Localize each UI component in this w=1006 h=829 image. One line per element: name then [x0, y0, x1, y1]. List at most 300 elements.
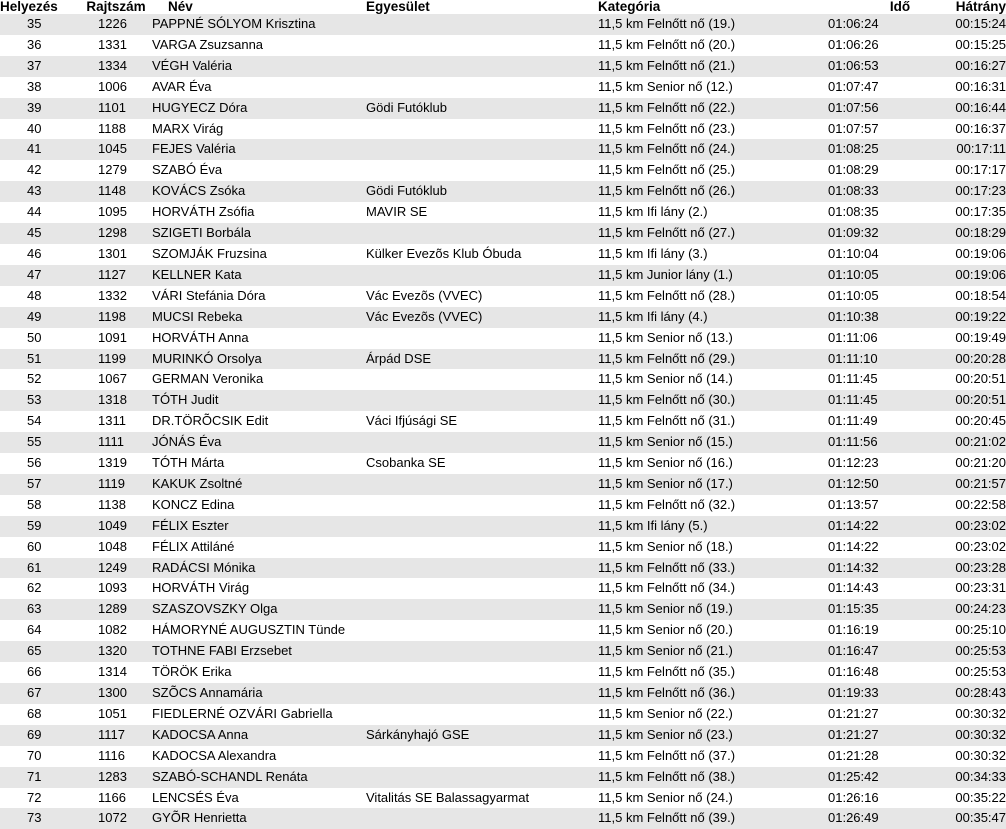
cell-ido: 01:26:49 — [826, 808, 944, 829]
cell-nev: KADOCSA Alexandra — [152, 746, 366, 767]
cell-egyesulet — [366, 537, 598, 558]
cell-kategoria: 11,5 km Felnőtt nő (27.) — [598, 223, 826, 244]
cell-helyezes: 67 — [0, 683, 80, 704]
table-row — [0, 537, 1006, 558]
cell-rajtszam: 1006 — [80, 77, 152, 98]
cell-hatrany: 00:23:02 — [944, 537, 1006, 558]
cell-ido: 01:15:35 — [826, 599, 944, 620]
cell-nev: RADÁCSI Mónika — [152, 558, 366, 579]
cell-rajtszam: 1117 — [80, 725, 152, 746]
cell-ido: 01:10:38 — [826, 307, 944, 328]
cell-kategoria: 11,5 km Senior nő (17.) — [598, 474, 826, 495]
cell-helyezes: 58 — [0, 495, 80, 516]
cell-ido: 01:08:25 — [826, 139, 944, 160]
cell-ido: 01:14:43 — [826, 578, 944, 599]
cell-egyesulet — [366, 620, 598, 641]
cell-hatrany: 00:21:57 — [944, 474, 1006, 495]
cell-hatrany: 00:16:37 — [944, 119, 1006, 140]
cell-rajtszam: 1048 — [80, 537, 152, 558]
cell-hatrany: 00:20:51 — [944, 369, 1006, 390]
cell-rajtszam: 1331 — [80, 35, 152, 56]
cell-ido: 01:11:49 — [826, 411, 944, 432]
cell-hatrany: 00:22:58 — [944, 495, 1006, 516]
table-row — [0, 495, 1006, 516]
cell-kategoria: 11,5 km Felnőtt nő (36.) — [598, 683, 826, 704]
col-header-nev: Név — [168, 0, 193, 14]
cell-helyezes: 45 — [0, 223, 80, 244]
cell-helyezes: 41 — [0, 139, 80, 160]
cell-kategoria: 11,5 km Felnőtt nő (28.) — [598, 286, 826, 307]
cell-helyezes: 48 — [0, 286, 80, 307]
table-row — [0, 516, 1006, 537]
cell-egyesulet — [366, 390, 598, 411]
cell-egyesulet — [366, 683, 598, 704]
cell-helyezes: 46 — [0, 244, 80, 265]
table-row — [0, 411, 1006, 432]
cell-ido: 01:25:42 — [826, 767, 944, 788]
cell-helyezes: 36 — [0, 35, 80, 56]
cell-hatrany: 00:21:20 — [944, 453, 1006, 474]
cell-nev: VÁRI Stefánia Dóra — [152, 286, 366, 307]
cell-helyezes: 69 — [0, 725, 80, 746]
table-row — [0, 119, 1006, 140]
cell-egyesulet — [366, 265, 598, 286]
cell-egyesulet: Külker Evezõs Klub Óbuda — [366, 244, 598, 265]
cell-ido: 01:07:47 — [826, 77, 944, 98]
table-row — [0, 599, 1006, 620]
cell-rajtszam: 1051 — [80, 704, 152, 725]
cell-helyezes: 40 — [0, 119, 80, 140]
cell-ido: 01:21:27 — [826, 704, 944, 725]
cell-nev: SZOMJÁK Fruzsina — [152, 244, 366, 265]
cell-kategoria: 11,5 km Ifi lány (3.) — [598, 244, 826, 265]
cell-helyezes: 53 — [0, 390, 80, 411]
cell-ido: 01:10:04 — [826, 244, 944, 265]
cell-rajtszam: 1283 — [80, 767, 152, 788]
table-row — [0, 244, 1006, 265]
cell-rajtszam: 1199 — [80, 349, 152, 370]
cell-nev: LENCSÉS Éva — [152, 788, 366, 809]
cell-ido: 01:09:32 — [826, 223, 944, 244]
cell-helyezes: 35 — [0, 14, 80, 35]
cell-ido: 01:16:48 — [826, 662, 944, 683]
cell-nev: FÉLIX Eszter — [152, 516, 366, 537]
cell-helyezes: 62 — [0, 578, 80, 599]
table-row — [0, 432, 1006, 453]
table-row — [0, 223, 1006, 244]
cell-rajtszam: 1300 — [80, 683, 152, 704]
cell-nev: JÓNÁS Éva — [152, 432, 366, 453]
cell-kategoria: 11,5 km Felnőtt nő (24.) — [598, 139, 826, 160]
cell-rajtszam: 1093 — [80, 578, 152, 599]
col-header-ido: Idő — [889, 0, 911, 14]
cell-rajtszam: 1127 — [80, 265, 152, 286]
cell-hatrany: 00:25:10 — [944, 620, 1006, 641]
cell-hatrany: 00:20:51 — [944, 390, 1006, 411]
cell-ido: 01:14:32 — [826, 558, 944, 579]
cell-egyesulet: Váci Ifjúsági SE — [366, 411, 598, 432]
cell-ido: 01:16:47 — [826, 641, 944, 662]
cell-egyesulet — [366, 578, 598, 599]
col-header-hatrany: Hátrány — [955, 0, 1006, 14]
table-row — [0, 98, 1006, 119]
cell-rajtszam: 1249 — [80, 558, 152, 579]
cell-hatrany: 00:23:28 — [944, 558, 1006, 579]
table-row — [0, 578, 1006, 599]
cell-helyezes: 65 — [0, 641, 80, 662]
col-header-rajtszam: Rajtszám — [86, 0, 146, 14]
cell-ido: 01:08:29 — [826, 160, 944, 181]
cell-nev: HUGYECZ Dóra — [152, 98, 366, 119]
cell-kategoria: 11,5 km Felnőtt nő (35.) — [598, 662, 826, 683]
cell-rajtszam: 1314 — [80, 662, 152, 683]
col-header-kategoria: Kategória — [598, 0, 661, 14]
cell-nev: SZASZOVSZKY Olga — [152, 599, 366, 620]
cell-hatrany: 00:19:06 — [944, 265, 1006, 286]
cell-rajtszam: 1226 — [80, 14, 152, 35]
table-row — [0, 77, 1006, 98]
cell-rajtszam: 1148 — [80, 181, 152, 202]
cell-hatrany: 00:23:31 — [944, 578, 1006, 599]
cell-helyezes: 44 — [0, 202, 80, 223]
cell-nev: MURINKÓ Orsolya — [152, 349, 366, 370]
cell-helyezes: 61 — [0, 558, 80, 579]
cell-helyezes: 59 — [0, 516, 80, 537]
cell-hatrany: 00:17:17 — [944, 160, 1006, 181]
cell-ido: 01:11:45 — [826, 390, 944, 411]
cell-nev: SZIGETI Borbála — [152, 223, 366, 244]
cell-nev: SZÕCS Annamária — [152, 683, 366, 704]
cell-kategoria: 11,5 km Senior nő (18.) — [598, 537, 826, 558]
cell-egyesulet — [366, 369, 598, 390]
cell-egyesulet — [366, 223, 598, 244]
cell-egyesulet — [366, 495, 598, 516]
cell-ido: 01:10:05 — [826, 286, 944, 307]
cell-hatrany: 00:18:54 — [944, 286, 1006, 307]
table-row — [0, 390, 1006, 411]
table-row — [0, 286, 1006, 307]
cell-rajtszam: 1082 — [80, 620, 152, 641]
cell-kategoria: 11,5 km Ifi lány (2.) — [598, 202, 826, 223]
cell-egyesulet — [366, 160, 598, 181]
cell-kategoria: 11,5 km Felnőtt nő (25.) — [598, 160, 826, 181]
cell-kategoria: 11,5 km Senior nő (15.) — [598, 432, 826, 453]
cell-rajtszam: 1119 — [80, 474, 152, 495]
cell-kategoria: 11,5 km Senior nő (14.) — [598, 369, 826, 390]
cell-ido: 01:10:05 — [826, 265, 944, 286]
cell-ido: 01:08:35 — [826, 202, 944, 223]
cell-helyezes: 49 — [0, 307, 80, 328]
cell-helyezes: 60 — [0, 537, 80, 558]
cell-kategoria: 11,5 km Felnőtt nő (38.) — [598, 767, 826, 788]
table-row — [0, 307, 1006, 328]
cell-egyesulet — [366, 77, 598, 98]
cell-egyesulet — [366, 56, 598, 77]
cell-kategoria: 11,5 km Felnőtt nő (26.) — [598, 181, 826, 202]
cell-hatrany: 00:20:45 — [944, 411, 1006, 432]
cell-helyezes: 51 — [0, 349, 80, 370]
cell-nev: FEJES Valéria — [152, 139, 366, 160]
cell-egyesulet — [366, 119, 598, 140]
cell-hatrany: 00:30:32 — [944, 725, 1006, 746]
cell-helyezes: 64 — [0, 620, 80, 641]
table-row — [0, 56, 1006, 77]
cell-kategoria: 11,5 km Felnőtt nő (34.) — [598, 578, 826, 599]
cell-rajtszam: 1138 — [80, 495, 152, 516]
table-row — [0, 641, 1006, 662]
results-body — [0, 14, 1006, 829]
cell-hatrany: 00:17:35 — [944, 202, 1006, 223]
cell-hatrany: 00:19:49 — [944, 328, 1006, 349]
cell-rajtszam: 1049 — [80, 516, 152, 537]
table-row — [0, 725, 1006, 746]
cell-nev: VARGA Zsuzsanna — [152, 35, 366, 56]
cell-kategoria: 11,5 km Felnőtt nő (22.) — [598, 98, 826, 119]
cell-ido: 01:14:22 — [826, 537, 944, 558]
cell-egyesulet: Vitalitás SE Balassagyarmat — [366, 788, 598, 809]
cell-egyesulet — [366, 704, 598, 725]
cell-nev: PAPPNÉ SÓLYOM Krisztina — [152, 14, 366, 35]
cell-kategoria: 11,5 km Senior nő (21.) — [598, 641, 826, 662]
cell-ido: 01:14:22 — [826, 516, 944, 537]
cell-hatrany: 00:17:11 — [944, 139, 1006, 160]
cell-hatrany: 00:25:53 — [944, 641, 1006, 662]
cell-hatrany: 00:19:06 — [944, 244, 1006, 265]
cell-ido: 01:06:53 — [826, 56, 944, 77]
cell-egyesulet — [366, 558, 598, 579]
cell-kategoria: 11,5 km Senior nő (23.) — [598, 725, 826, 746]
cell-egyesulet — [366, 35, 598, 56]
cell-helyezes: 43 — [0, 181, 80, 202]
cell-rajtszam: 1166 — [80, 788, 152, 809]
cell-nev: MUCSI Rebeka — [152, 307, 366, 328]
cell-ido: 01:12:50 — [826, 474, 944, 495]
cell-nev: KOVÁCS Zsóka — [152, 181, 366, 202]
cell-ido: 01:13:57 — [826, 495, 944, 516]
cell-ido: 01:19:33 — [826, 683, 944, 704]
cell-hatrany: 00:34:33 — [944, 767, 1006, 788]
cell-kategoria: 11,5 km Felnőtt nő (19.) — [598, 14, 826, 35]
cell-ido: 01:12:23 — [826, 453, 944, 474]
cell-helyezes: 54 — [0, 411, 80, 432]
cell-ido: 01:07:56 — [826, 98, 944, 119]
table-row — [0, 704, 1006, 725]
cell-egyesulet: MAVIR SE — [366, 202, 598, 223]
cell-rajtszam: 1072 — [80, 808, 152, 829]
cell-helyezes: 71 — [0, 767, 80, 788]
cell-nev: GERMAN Veronika — [152, 369, 366, 390]
cell-hatrany: 00:16:31 — [944, 77, 1006, 98]
cell-egyesulet: Árpád DSE — [366, 349, 598, 370]
table-row — [0, 788, 1006, 809]
cell-hatrany: 00:23:02 — [944, 516, 1006, 537]
cell-helyezes: 47 — [0, 265, 80, 286]
table-row — [0, 453, 1006, 474]
cell-helyezes: 39 — [0, 98, 80, 119]
cell-rajtszam: 1091 — [80, 328, 152, 349]
cell-helyezes: 72 — [0, 788, 80, 809]
cell-egyesulet — [366, 516, 598, 537]
cell-helyezes: 55 — [0, 432, 80, 453]
cell-hatrany: 00:35:22 — [944, 788, 1006, 809]
cell-hatrany: 00:19:22 — [944, 307, 1006, 328]
cell-kategoria: 11,5 km Senior nő (16.) — [598, 453, 826, 474]
cell-kategoria: 11,5 km Felnőtt nő (39.) — [598, 808, 826, 829]
cell-ido: 01:06:24 — [826, 14, 944, 35]
cell-rajtszam: 1319 — [80, 453, 152, 474]
col-header-helyezes: Helyezés — [0, 0, 58, 14]
cell-ido: 01:11:06 — [826, 328, 944, 349]
cell-helyezes: 42 — [0, 160, 80, 181]
cell-kategoria: 11,5 km Felnőtt nő (23.) — [598, 119, 826, 140]
cell-hatrany: 00:18:29 — [944, 223, 1006, 244]
cell-nev: KAKUK Zsoltné — [152, 474, 366, 495]
cell-kategoria: 11,5 km Senior nő (24.) — [598, 788, 826, 809]
cell-hatrany: 00:35:47 — [944, 808, 1006, 829]
cell-kategoria: 11,5 km Senior nő (13.) — [598, 328, 826, 349]
table-row — [0, 328, 1006, 349]
cell-rajtszam: 1188 — [80, 119, 152, 140]
cell-nev: HÁMORYNÉ AUGUSZTIN Tünde — [152, 620, 366, 641]
cell-rajtszam: 1101 — [80, 98, 152, 119]
cell-rajtszam: 1298 — [80, 223, 152, 244]
cell-ido: 01:06:26 — [826, 35, 944, 56]
cell-hatrany: 00:17:23 — [944, 181, 1006, 202]
table-row — [0, 558, 1006, 579]
cell-helyezes: 70 — [0, 746, 80, 767]
cell-helyezes: 56 — [0, 453, 80, 474]
cell-kategoria: 11,5 km Senior nő (12.) — [598, 77, 826, 98]
cell-egyesulet — [366, 746, 598, 767]
cell-kategoria: 11,5 km Felnőtt nő (30.) — [598, 390, 826, 411]
cell-kategoria: 11,5 km Felnőtt nő (21.) — [598, 56, 826, 77]
cell-egyesulet: Gödi Futóklub — [366, 98, 598, 119]
table-row — [0, 808, 1006, 829]
cell-helyezes: 57 — [0, 474, 80, 495]
cell-kategoria: 11,5 km Felnőtt nő (20.) — [598, 35, 826, 56]
cell-ido: 01:08:33 — [826, 181, 944, 202]
cell-nev: SZABÓ-SCHANDL Renáta — [152, 767, 366, 788]
cell-ido: 01:11:56 — [826, 432, 944, 453]
cell-kategoria: 11,5 km Senior nő (20.) — [598, 620, 826, 641]
cell-rajtszam: 1111 — [80, 432, 152, 453]
cell-rajtszam: 1318 — [80, 390, 152, 411]
cell-ido: 01:11:45 — [826, 369, 944, 390]
cell-kategoria: 11,5 km Senior nő (22.) — [598, 704, 826, 725]
cell-nev: SZABÓ Éva — [152, 160, 366, 181]
cell-kategoria: 11,5 km Ifi lány (4.) — [598, 307, 826, 328]
cell-ido: 01:07:57 — [826, 119, 944, 140]
cell-rajtszam: 1279 — [80, 160, 152, 181]
cell-nev: HORVÁTH Zsófia — [152, 202, 366, 223]
cell-egyesulet — [366, 139, 598, 160]
cell-nev: TÖRÖK Erika — [152, 662, 366, 683]
cell-kategoria: 11,5 km Felnőtt nő (32.) — [598, 495, 826, 516]
cell-egyesulet: Sárkányhajó GSE — [366, 725, 598, 746]
cell-egyesulet: Csobanka SE — [366, 453, 598, 474]
table-row — [0, 35, 1006, 56]
cell-rajtszam: 1095 — [80, 202, 152, 223]
cell-rajtszam: 1311 — [80, 411, 152, 432]
cell-helyezes: 68 — [0, 704, 80, 725]
cell-rajtszam: 1332 — [80, 286, 152, 307]
cell-nev: HORVÁTH Virág — [152, 578, 366, 599]
table-row — [0, 14, 1006, 35]
table-row — [0, 202, 1006, 223]
table-row — [0, 265, 1006, 286]
cell-hatrany: 00:16:27 — [944, 56, 1006, 77]
cell-rajtszam: 1045 — [80, 139, 152, 160]
cell-nev: KELLNER Kata — [152, 265, 366, 286]
cell-hatrany: 00:20:28 — [944, 349, 1006, 370]
cell-nev: FÉLIX Attiláné — [152, 537, 366, 558]
cell-nev: TÓTH Judit — [152, 390, 366, 411]
cell-kategoria: 11,5 km Felnőtt nő (31.) — [598, 411, 826, 432]
cell-ido: 01:16:19 — [826, 620, 944, 641]
cell-nev: GYÕR Henrietta — [152, 808, 366, 829]
cell-egyesulet — [366, 14, 598, 35]
cell-hatrany: 00:30:32 — [944, 746, 1006, 767]
cell-rajtszam: 1198 — [80, 307, 152, 328]
cell-nev: KADOCSA Anna — [152, 725, 366, 746]
cell-hatrany: 00:30:32 — [944, 704, 1006, 725]
cell-egyesulet: Gödi Futóklub — [366, 181, 598, 202]
cell-hatrany: 00:15:25 — [944, 35, 1006, 56]
table-row — [0, 369, 1006, 390]
cell-nev: AVAR Éva — [152, 77, 366, 98]
cell-ido: 01:21:28 — [826, 746, 944, 767]
table-row — [0, 139, 1006, 160]
table-row — [0, 683, 1006, 704]
col-header-egyesulet: Egyesület — [366, 0, 430, 14]
cell-helyezes: 38 — [0, 77, 80, 98]
table-row — [0, 474, 1006, 495]
cell-helyezes: 37 — [0, 56, 80, 77]
table-row — [0, 767, 1006, 788]
cell-kategoria: 11,5 km Junior lány (1.) — [598, 265, 826, 286]
cell-nev: TOTHNE FABI Erzsebet — [152, 641, 366, 662]
cell-kategoria: 11,5 km Ifi lány (5.) — [598, 516, 826, 537]
cell-egyesulet — [366, 328, 598, 349]
cell-kategoria: 11,5 km Felnőtt nő (37.) — [598, 746, 826, 767]
cell-egyesulet: Vác Evezõs (VVEC) — [366, 307, 598, 328]
cell-egyesulet — [366, 432, 598, 453]
header-row — [0, 0, 1006, 14]
cell-hatrany: 00:24:23 — [944, 599, 1006, 620]
cell-helyezes: 50 — [0, 328, 80, 349]
cell-rajtszam: 1334 — [80, 56, 152, 77]
table-row — [0, 620, 1006, 641]
cell-helyezes: 73 — [0, 808, 80, 829]
cell-kategoria: 11,5 km Felnőtt nő (29.) — [598, 349, 826, 370]
cell-hatrany: 00:28:43 — [944, 683, 1006, 704]
cell-nev: MARX Virág — [152, 119, 366, 140]
cell-rajtszam: 1289 — [80, 599, 152, 620]
cell-egyesulet: Vác Evezõs (VVEC) — [366, 286, 598, 307]
table-row — [0, 181, 1006, 202]
table-row — [0, 160, 1006, 181]
cell-egyesulet — [366, 641, 598, 662]
table-row — [0, 746, 1006, 767]
cell-hatrany: 00:15:24 — [944, 14, 1006, 35]
cell-rajtszam: 1320 — [80, 641, 152, 662]
cell-egyesulet — [366, 808, 598, 829]
cell-kategoria: 11,5 km Senior nő (19.) — [598, 599, 826, 620]
cell-egyesulet — [366, 599, 598, 620]
table-row — [0, 662, 1006, 683]
table-row — [0, 349, 1006, 370]
cell-nev: KONCZ Edina — [152, 495, 366, 516]
